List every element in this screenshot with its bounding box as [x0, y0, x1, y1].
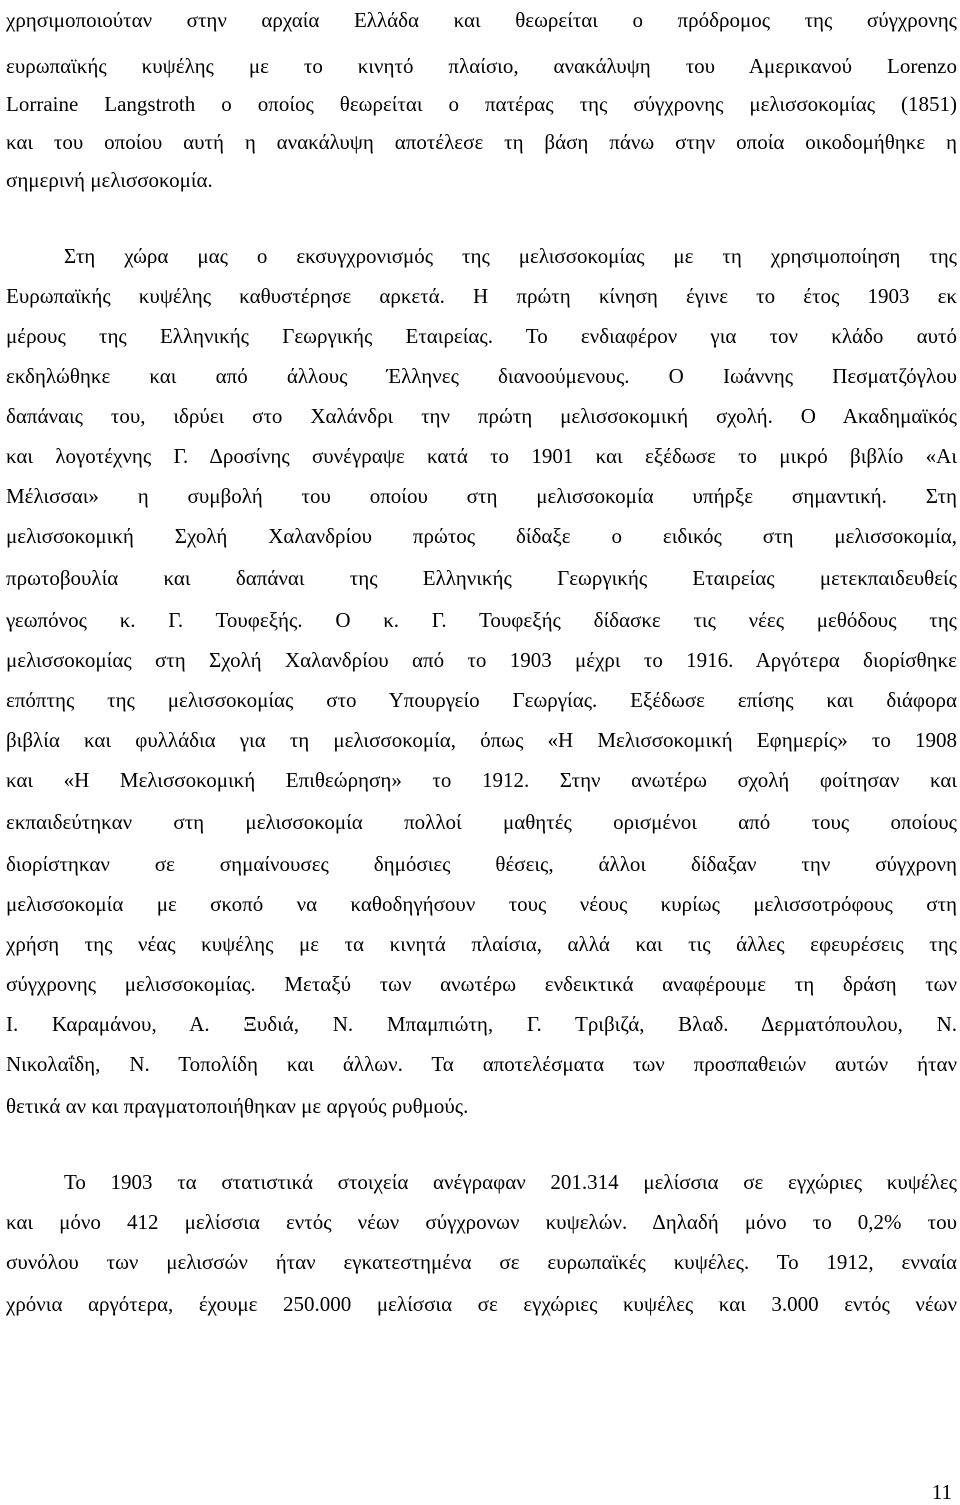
text-line: μελισσοκομίας στη Σχολή Χαλανδρίου από το 1903 μέχρι το 1916. Αργότερα διορίσθηκε — [6, 648, 957, 672]
text-line: και «Η Μελισσοκομική Επιθεώρηση» το 1912. Στην ανωτέρω σχολή φοίτησαν και — [6, 768, 957, 792]
text-line: και μόνο 412 μελίσσια εντός νέων σύγχρονων κυψελών. Δηλαδή μόνο το 0,2% του — [6, 1210, 957, 1234]
text-line: Νικολαΐδη, Ν. Τοπολίδη και άλλων. Τα αποτελέσματα των προσπαθειών αυτών ήταν — [6, 1052, 957, 1076]
text-line: Lorraine Langstroth ο οποίος θεωρείται ο πατέρας της σύγχρονης μελισσοκομίας (1851) — [6, 92, 957, 116]
text-line: και λογοτέχνης Γ. Δροσίνης συνέγραψε κατά το 1901 και εξέδωσε το μικρό βιβλίο «Αι — [6, 444, 957, 468]
text-line: χρησιμοποιούταν στην αρχαία Ελλάδα και θεωρείται ο πρόδρομος της σύγχρονης — [6, 8, 957, 32]
text-line: μέρους της Ελληνικής Γεωργικής Εταιρείας. Το ενδιαφέρον για τον κλάδο αυτό — [6, 324, 957, 348]
text-line: θετικά αν και πραγματοποιήθηκαν με αργούς ρυθμούς. — [6, 1094, 469, 1118]
text-line: βιβλία και φυλλάδια για τη μελισσοκομία, όπως «Η Μελισσοκομική Εφημερίς» το 1908 — [6, 728, 957, 752]
text-line: μελισσοκομική Σχολή Χαλανδρίου πρώτος δίδαξε ο ειδικός στη μελισσοκομία, — [6, 524, 957, 548]
text-line: χρόνια αργότερα, έχουμε 250.000 μελίσσια σε εγχώριες κυψέλες και 3.000 εντός νέων — [6, 1292, 957, 1316]
text-line: πρωτοβουλία και δαπάναι της Ελληνικής Γεωργικής Εταιρείας μετεκπαιδευθείς — [6, 566, 957, 590]
text-line: Μέλισσαι» η συμβολή του οποίου στη μελισσοκομία υπήρξε σημαντική. Στη — [6, 484, 957, 508]
text-line: σημερινή μελισσοκομία. — [6, 168, 213, 192]
text-line: εκδηλώθηκε και από άλλους Έλληνες διανοούμενους. Ο Ιωάννης Πεσματζόγλου — [6, 364, 957, 388]
text-line: γεωπόνος κ. Γ. Τουφεξής. Ο κ. Γ. Τουφεξής δίδασκε τις νέες μεθόδους της — [6, 608, 957, 632]
text-line: ευρωπαϊκής κυψέλης με το κινητό πλαίσιο, ανακάλυψη του Αμερικανού Lorenzo — [6, 54, 957, 78]
text-line: Στη χώρα μας ο εκσυγχρονισμός της μελισσοκομίας με τη χρησιμοποίηση της — [64, 244, 957, 268]
text-line: και του οποίου αυτή η ανακάλυψη αποτέλεσε τη βάση πάνω στην οποία οικοδομήθηκε η — [6, 130, 957, 154]
text-line: επόπτης της μελισσοκομίας στο Υπουργείο Γεωργίας. Εξέδωσε επίσης και διάφορα — [6, 688, 957, 712]
text-line: χρήση της νέας κυψέλης με τα κινητά πλαίσια, αλλά και τις άλλες εφευρέσεις της — [6, 932, 957, 956]
text-line: διορίστηκαν σε σημαίνουσες δημόσιες θέσεις, άλλοι δίδαξαν την σύγχρονη — [6, 852, 957, 876]
text-line: Ι. Καραμάνου, Α. Ξυδιά, Ν. Μπαμπιώτη, Γ. Τριβιζά, Βλαδ. Δερματόπουλου, Ν. — [6, 1012, 957, 1036]
page-number: 11 — [931, 1480, 952, 1504]
text-line: σύγχρονης μελισσοκομίας. Μεταξύ των ανωτέρω ενδεικτικά αναφέρουμε τη δράση των — [6, 972, 957, 996]
text-line: δαπάναις του, ιδρύει στο Χαλάνδρι την πρώτη μελισσοκομική σχολή. Ο Ακαδημαϊκός — [6, 404, 957, 428]
text-line: Το 1903 τα στατιστικά στοιχεία ανέγραφαν 201.314 μελίσσια σε εγχώριες κυψέλες — [64, 1170, 957, 1194]
text-line: συνόλου των μελισσών ήταν εγκατεστημένα σε ευρωπαϊκές κυψέλες. Το 1912, ενναία — [6, 1250, 957, 1274]
text-line: εκπαιδεύτηκαν στη μελισσοκομία πολλοί μαθητές ορισμένοι από τους οποίους — [6, 810, 957, 834]
text-line: Ευρωπαϊκής κυψέλης καθυστέρησε αρκετά. Η πρώτη κίνηση έγινε το έτος 1903 εκ — [6, 284, 957, 308]
text-line: μελισσοκομία με σκοπό να καθοδηγήσουν τους νέους κυρίως μελισσοτρόφους στη — [6, 892, 957, 916]
